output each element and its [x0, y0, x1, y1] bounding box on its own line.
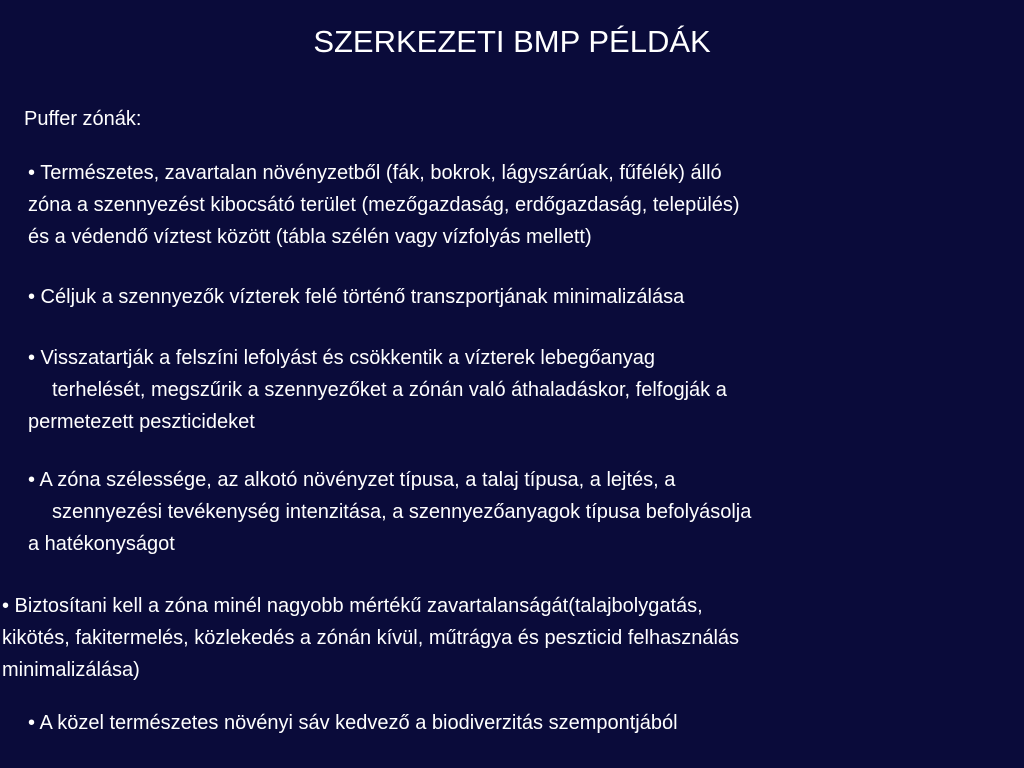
bullet-paragraph [28, 281, 684, 313]
paragraph-line: terhelését, megszűrik a szennyezőket a zónán való áthaladáskor, felfogják a [52, 379, 727, 401]
paragraph-line: • Biztosítani kell a zóna minél nagyobb mértékű zavartalanságát(talajbolygatás, [2, 595, 703, 617]
bullet-paragraph [28, 707, 678, 739]
paragraph-line: és a védendő víztest között (tábla szélén vagy vízfolyás mellett) [28, 226, 592, 248]
paragraph-line: • Céljuk a szennyezők vízterek felé történő transzportjának minimalizálása [28, 286, 685, 308]
paragraph-line: • A zóna szélessége, az alkotó növényzet típusa, a talaj típusa, a lejtés, a [28, 469, 676, 491]
paragraph-line: kikötés, fakitermelés, közlekedés a zónán kívül, műtrágya és peszticid felhasználás [2, 627, 740, 649]
paragraph-line: zóna a szennyezést kibocsátó terület (mezőgazdaság, erdőgazdaság, település) [28, 194, 740, 216]
paragraph-line: szennyezési tevékenység intenzitása, a szennyezőanyagok típusa befolyásolja [52, 501, 752, 523]
paragraph-line: • Természetes, zavartalan növényzetből (fák, bokrok, lágyszárúak, fűfélék) álló [28, 162, 722, 184]
bullet-paragraph [28, 342, 727, 438]
slide-title: SZERKEZETI BMP PÉLDÁK [313, 24, 711, 59]
paragraph-line: permetezett peszticideket [28, 411, 255, 433]
bullet-paragraph [2, 590, 739, 686]
bullet-paragraph [28, 157, 740, 253]
paragraph-line: a hatékonyságot [28, 533, 175, 555]
slide-subtitle: Puffer zónák: [24, 108, 142, 130]
paragraph-line: • A közel természetes növényi sáv kedvező a biodiverzitás szempontjából [28, 712, 678, 734]
paragraph-line: minimalizálása) [2, 659, 140, 681]
paragraph-line: • Visszatartják a felszíni lefolyást és csökkentik a vízterek lebegőanyag [28, 347, 655, 369]
bullet-paragraph [28, 464, 751, 560]
